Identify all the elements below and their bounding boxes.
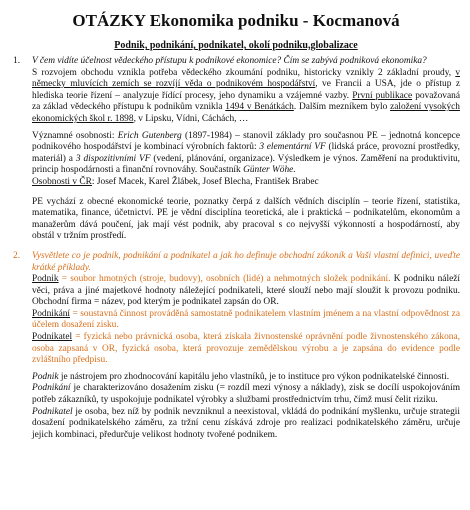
question-1 [12,56,460,126]
paragraph-personalities: Významné osobnosti: Erich Gutenberg (1897-1984) – stanovil základy pro současnou PE – jednotná koncepce podnikového hospodářství je kombinací výrobních faktorů: 3 elementární VF (lidská práce, provozní prostředky, materiál) a 3 dispozitivními VF (vedení, plánování, organizace). Výsledkem je výnos. Zaměření na produktivitu, princip hospodárnosti a finanční rovnováhy. Součastník Günter Wöhe. Osobnosti v ČR: Josef Macek, Karel Žlábek, Josef Blecha, František Brabec [32,130,460,187]
explanation-podnikatel: Podnikatel je osoba, bez níž by podnik nevzniknul a neexistoval, vkládá do podnikání myšlenku, určuje strategii dosažení podnikatelského záměru, za tržní cenu získává zdroje pro realizaci podnikatelského záměru, určuje jejich kombinaci, předurčuje velikost hodnoty tvořené podnikem. [32,406,460,440]
definition-podnikani: Podnikání = soustavná činnost prováděná samostatně podnikatelem vlastním jménem a na vlastní odpovědnost za účelem dosažení zisku. [32,308,460,331]
question-number: 2. [13,250,21,261]
question-text: V čem vidíte účelnost vědeckého přístupu k podnikové ekonomice? Čím se zabývá podniková ekonomika? [32,56,427,66]
paragraph-history: S rozvojem obchodu vznikla potřeba vědeckého zkoumání podniku, historicky vznikly 2 základní proudy, v německy mluvících zemích se rozvíjí věda o podnikovém hospodářství, ve Francii a USA, jde o přístup z hlediska teorie řízení – analyzuje řídící procesy, jeho dynamiku a vzájemné vazby. První publikace považovaná za základ vědeckého přístupu k podnikům vznikla 1494 v Benátkách. Dalším mezníkem bylo založení vysokých ekonomických škol r. 1898, v Lipsku, Vídni, Cáchách, … [32,67,460,124]
paragraph-pe-scope: PE vychází z obecné ekonomické teorie, poznatky čerpá z dalších vědních disciplín – teorie řízení, statistika, matematika, finance, účetnictví. PE je vědní disciplína teoretická, ale i praktická – podnikatelům, ekonomům a manažerům dává poučení, jak mají vést podnik, aby pracoval s co nejvyšší výkonností a hospodárností, aby obstál v tržním prostředí. [32,196,460,242]
section-subtitle: Podnik, podnikání, podnikatel, okolí podniku,globalizace [114,40,358,51]
explanation-podnik: Podnik je nástrojem pro zhodnocování kapitálu jeho vlastníků, je to instituce pro výkon podnikatelské činnosti. [32,371,450,382]
question-2 [12,251,460,442]
definition-podnikatel: Podnikatel = fyzická nebo právnická osoba, která získala živnostenské oprávnění podle živnostenského zákona, osoba zapsaná v OR, fyzická osoba, která provozuje zemědělskou výrobu a je zapsána do evidence podle zvláštního předpisu. [32,332,460,366]
question-number: 1. [13,56,21,66]
question-text: Vysvětlete co je podnik, podnikání a podnikatel a jak ho definuje obchodní zákoník a Vaši vlastní definici, uveďte krátké příklady. [32,250,460,273]
page-title: OTÁZKY Ekonomika podniku - Kocmanová [72,11,400,30]
explanation-podnikani: Podnikání je charakterizováno dosažením zisku (= rozdíl mezi výnosy a náklady), zisk se docílí uspokojováním potřeb zákazníků, ty uspokojuje podnikatel výrobky a službami prostřednictvím trhu, čímž musí čelit riziku. [32,383,460,406]
definition-podnik: Podnik = soubor hmotných (stroje, budovy), osobních (lidé) a nehmotných složek podnikání. K podniku náleží věci, práva a jiné majetkové hodnoty náležející podnikateli, které slouží nebo mají sloužit k provozu podniku. Obchodní firma = název, pod kterým je podnikatel zapsán do OR. [32,274,460,308]
